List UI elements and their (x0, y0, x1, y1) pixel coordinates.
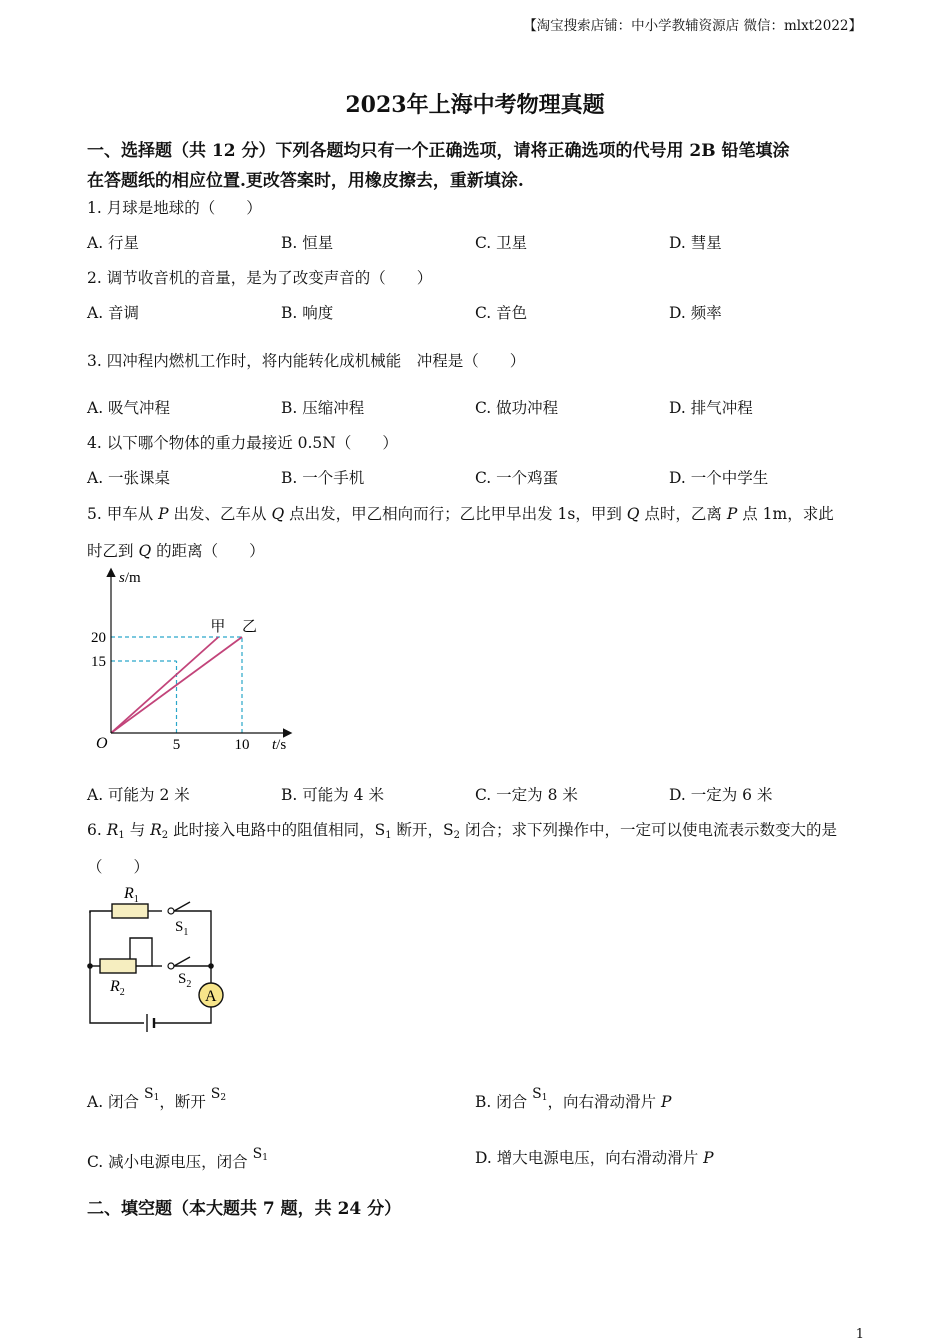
series-label: 甲 (210, 619, 226, 635)
q1-option-b: B. 恒星 (281, 234, 334, 252)
q6-stem-line2: （ ） (87, 858, 150, 876)
page-number: 1 (855, 1327, 864, 1342)
q6-var-r: R (106, 821, 119, 839)
q6-sub: 2 (161, 830, 169, 841)
q3-option-b: B. 压缩冲程 (281, 399, 365, 417)
q5-stem-line2 (87, 539, 265, 561)
q5-option-d: D. 一定为 6 米 (669, 786, 773, 804)
q6-stem-line1 (87, 818, 837, 841)
q4-option-b: B. 一个手机 (281, 469, 365, 487)
q6-text: 6. (87, 821, 107, 839)
resistor-r2 (100, 959, 136, 973)
q5-text: 点时，乙离 (639, 505, 727, 523)
q6c-switch: S1 (252, 1146, 268, 1163)
s2-label: $S_2$ (178, 971, 192, 990)
section2-heading: 二、填空题（本大题共 7 题，共 24 分） (87, 1199, 402, 1219)
q6a-switch: S1 (143, 1086, 160, 1103)
q1-option-c: C. 卫星 (475, 234, 528, 252)
y-tick-label: 15 (91, 654, 106, 670)
q5-text: 出发、乙车从 (168, 505, 272, 523)
q5-text: 5. 甲车从 (87, 505, 159, 523)
q5-var-q: Q (626, 505, 640, 523)
q6b-switch: S1 (532, 1086, 548, 1103)
q6-var-r: R (150, 821, 162, 839)
q4-stem: 4. 以下哪个物体的重力最接近 0.5N（ ） (87, 434, 398, 452)
section1-instructions-line2: 在答题纸的相应位置.更改答案时，用橡皮擦去，重新填涂. (87, 171, 524, 191)
q5-text: 的距离（ ） (151, 542, 265, 560)
q6a-text: ，断开 (159, 1093, 211, 1111)
q5-var-p: P (158, 505, 169, 523)
q6c-text: C. 减小电源电压，闭合 (87, 1153, 253, 1171)
q6b-text: B. 闭合 (475, 1093, 533, 1111)
page-title: 2023年上海中考物理真题 (345, 92, 605, 118)
x-tick-label: 5 (172, 737, 181, 753)
q6a-switch: S2 (210, 1086, 227, 1103)
q6-option-b (475, 1086, 671, 1112)
q6d-var-p: P (703, 1149, 714, 1167)
q5-var-q: Q (271, 505, 285, 523)
s1-label: $S_1$ (175, 919, 189, 938)
q5-text: 点出发，甲乙相向而行；乙比甲早出发 1s，甲到 (284, 505, 627, 523)
q3-option-d: D. 排气冲程 (669, 399, 753, 417)
q6b-var-p: P (660, 1093, 672, 1111)
x-axis-label: t/s (272, 737, 287, 753)
series-line-jia (111, 637, 218, 733)
q1-option-a: A. 行星 (87, 234, 140, 252)
q3-option-c: C. 做功冲程 (475, 399, 559, 417)
switch-s2-contact (168, 963, 174, 969)
r1-label: $R_1$ (124, 885, 139, 905)
q3-option-a: A. 吸气冲程 (87, 399, 171, 417)
q6-option-d (475, 1146, 714, 1168)
circuit-diagram (84, 880, 234, 1040)
q2-option-c: C. 音色 (475, 304, 528, 322)
q6-option-c (87, 1146, 268, 1172)
ammeter-label: A (205, 988, 217, 1005)
q6-text: 此时接入电路中的阻值相同，S (168, 821, 386, 839)
q6-option-a (87, 1086, 226, 1112)
q5-option-b: B. 可能为 4 米 (281, 786, 384, 804)
r2-label: $R_2$ (110, 978, 125, 998)
q6-text: 断开，S (391, 821, 454, 839)
q5-stem-line1 (87, 502, 834, 524)
y-tick-label: 20 (91, 630, 106, 646)
origin-label: O (96, 735, 108, 752)
q6d-text: D. 增大电源电压，向右滑动滑片 (475, 1149, 704, 1167)
q3-stem: 3. 四冲程内燃机工作时，将内能转化成机械能 冲程是（ ） (87, 352, 526, 370)
q5-var-p: P (726, 505, 738, 523)
q4-option-a: A. 一张课桌 (87, 469, 171, 487)
section1-instructions-line1: 一、选择题（共 12 分）下列各题均只有一个正确选项，请将正确选项的代号用 2B 铅笔填涂 (87, 141, 790, 161)
page-header-watermark: 【淘宝搜索店铺：中小学教辅资源店 微信：mlxt2022】 (523, 18, 862, 34)
q6b-text: ，向右滑动滑片 (547, 1093, 661, 1111)
q6-sub: 2 (453, 830, 461, 841)
resistor-r1 (112, 904, 148, 918)
series-label: 乙 (242, 619, 258, 635)
q6-sub: 1 (385, 830, 392, 841)
q6-sub: 1 (118, 830, 125, 841)
s-t-graph (82, 562, 302, 758)
q2-option-d: D. 频率 (669, 304, 722, 322)
y-axis-label: s/m (119, 570, 141, 586)
q5-option-a: A. 可能为 2 米 (87, 786, 190, 804)
q5-option-c: C. 一定为 8 米 (475, 786, 578, 804)
q1-option-d: D. 彗星 (669, 234, 722, 252)
q6a-text: A. 闭合 (87, 1093, 144, 1111)
switch-s1-contact (168, 908, 174, 914)
q6-text: 与 (124, 821, 151, 839)
junction-dot (87, 963, 93, 969)
q6-text: 闭合；求下列操作中，一定可以使电流表示数变大的是 (460, 821, 837, 839)
q5-text: 时乙到 (87, 542, 139, 560)
q2-stem: 2. 调节收音机的音量，是为了改变声音的（ ） (87, 269, 433, 287)
q2-option-a: A. 音调 (87, 304, 140, 322)
x-tick-label: 10 (234, 737, 250, 753)
junction-dot (208, 963, 214, 969)
q2-option-b: B. 响度 (281, 304, 334, 322)
q4-option-d: D. 一个中学生 (669, 469, 769, 487)
q5-var-q: Q (138, 542, 152, 560)
q5-text: 点 1m，求此 (737, 505, 834, 523)
q1-stem: 1. 月球是地球的（ ） (87, 199, 262, 217)
q4-option-c: C. 一个鸡蛋 (475, 469, 559, 487)
